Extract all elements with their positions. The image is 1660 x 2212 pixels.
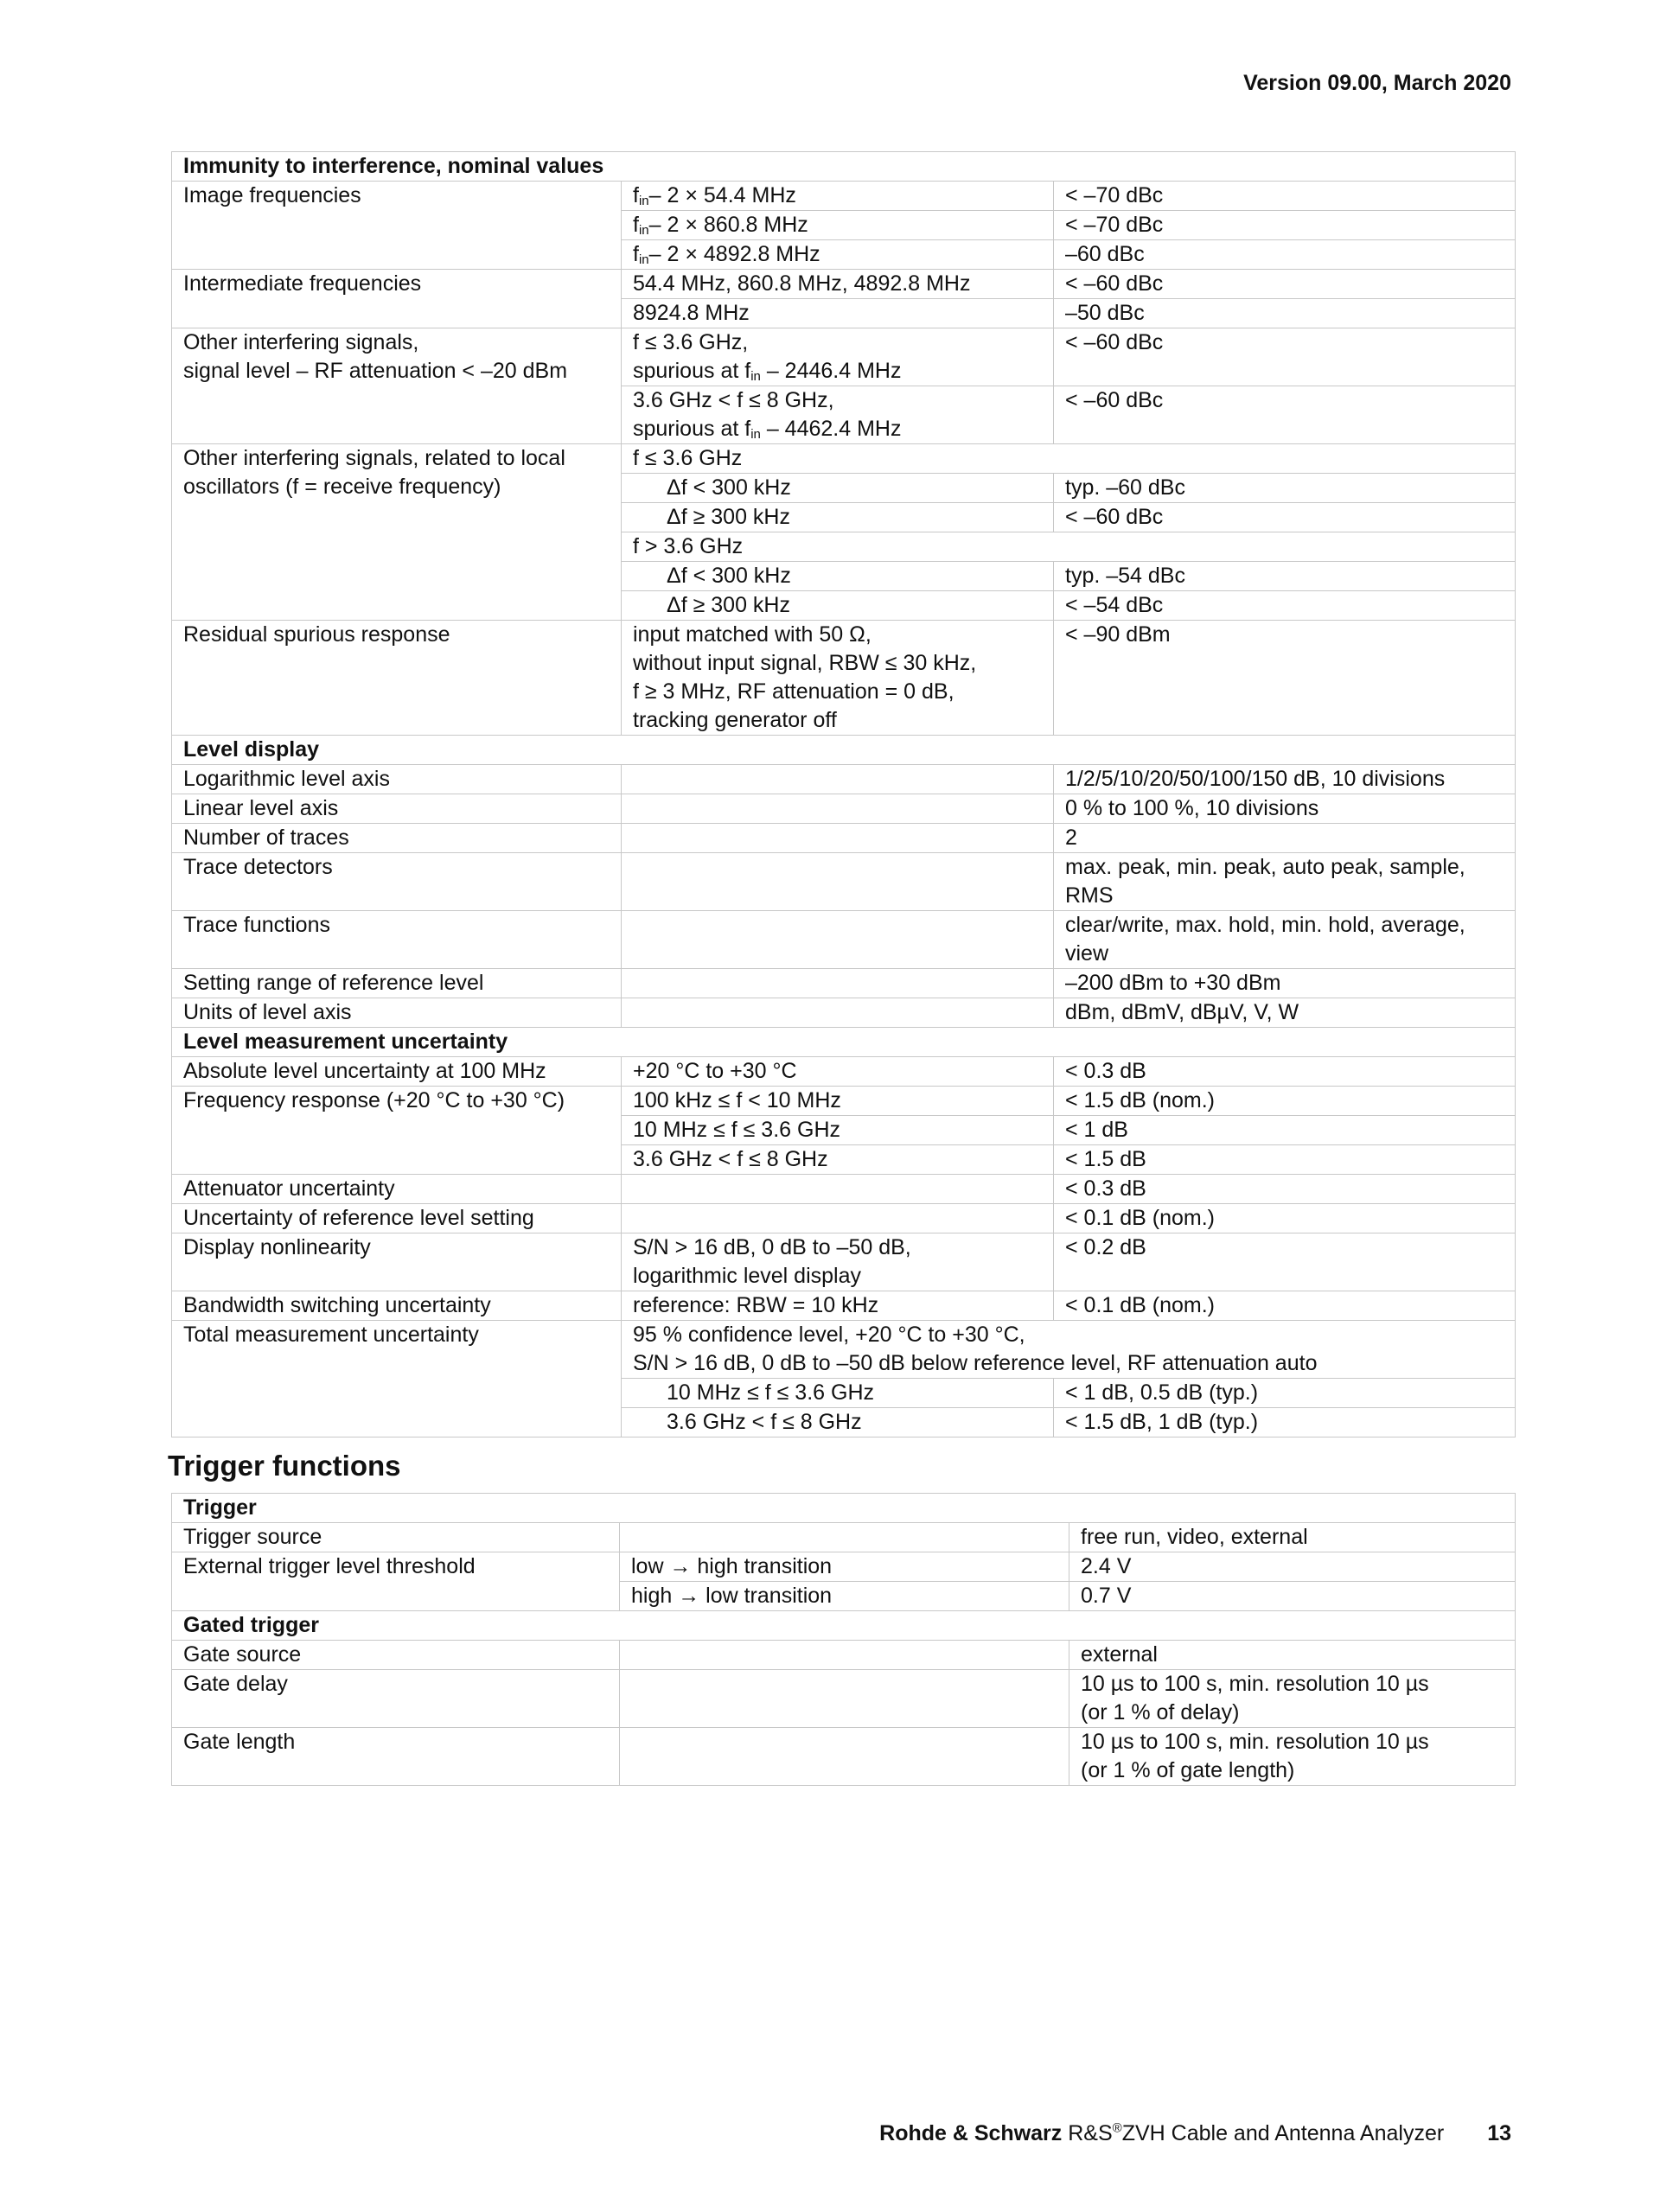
row-label: Attenuator uncertainty: [172, 1175, 622, 1204]
empty-cell: [620, 1728, 1069, 1786]
row-label: Image frequencies: [172, 182, 622, 270]
value-cell: < 1 dB: [1054, 1116, 1516, 1145]
subscript: in: [638, 194, 649, 208]
condition-line: 3.6 GHz < f ≤ 8 GHz,: [633, 388, 834, 412]
row-label: Trace detectors: [172, 853, 622, 911]
value-cell: [1069, 1728, 1516, 1786]
condition-line: tracking generator off: [633, 708, 837, 732]
condition-cell: 3.6 GHz < f ≤ 8 GHz: [622, 1145, 1054, 1175]
value-cell: –200 dBm to +30 dBm: [1054, 969, 1516, 998]
row-label: Linear level axis: [172, 794, 622, 824]
row-label: Intermediate frequencies: [172, 270, 622, 328]
table-row: [172, 1028, 1516, 1057]
condition-line: f ≥ 3 MHz, RF attenuation = 0 dB,: [633, 679, 954, 704]
empty-cell: [622, 853, 1054, 911]
table-row: [172, 1552, 1516, 1582]
table-row: [172, 853, 1516, 911]
footer-product: R&S: [1062, 2121, 1113, 2145]
condition-line: logarithmic level display: [633, 1264, 862, 1288]
empty-cell: [620, 1641, 1069, 1670]
row-label: Number of traces: [172, 824, 622, 853]
condition-text: – 2446.4 MHz: [760, 359, 902, 383]
condition-cell: Δf < 300 kHz: [622, 474, 1054, 503]
footer-brand: Rohde & Schwarz: [879, 2121, 1063, 2145]
subscript: in: [638, 223, 649, 238]
value-cell: [1054, 853, 1516, 911]
value-cell: < 1.5 dB: [1054, 1145, 1516, 1175]
value-cell: < 0.1 dB (nom.): [1054, 1204, 1516, 1233]
value-cell: < 0.2 dB: [1054, 1233, 1516, 1291]
section-heading: Trigger: [172, 1494, 1516, 1523]
value-line: (or 1 % of gate length): [1081, 1758, 1295, 1782]
condition-cell: reference: RBW = 10 kHz: [622, 1291, 1054, 1321]
value-cell: < 1.5 dB (nom.): [1054, 1087, 1516, 1116]
value-line: view: [1065, 941, 1109, 966]
value-cell: typ. –54 dBc: [1054, 562, 1516, 591]
table-row: [172, 1641, 1516, 1670]
empty-cell: [622, 765, 1054, 794]
table-row: [172, 911, 1516, 969]
label-line: oscillators (f = receive frequency): [183, 475, 501, 499]
section-heading: Gated trigger: [172, 1611, 1516, 1641]
row-label: Units of level axis: [172, 998, 622, 1028]
band-cell: f > 3.6 GHz: [622, 532, 1516, 562]
condition-cell: [622, 328, 1054, 386]
condition-line: input matched with 50 Ω,: [633, 622, 872, 647]
condition-text: – 2 × 860.8 MHz: [648, 213, 808, 237]
value-cell: < –60 dBc: [1054, 386, 1516, 444]
table-row: [172, 969, 1516, 998]
table-row: [172, 1494, 1516, 1523]
table-row: [172, 1670, 1516, 1728]
value-cell: < –70 dBc: [1054, 211, 1516, 240]
table-row: [172, 794, 1516, 824]
section-heading: Immunity to interference, nominal values: [172, 152, 1516, 182]
table-row: [172, 1728, 1516, 1786]
label-line: signal level – RF attenuation < –20 dBm: [183, 359, 568, 383]
table-row: [172, 824, 1516, 853]
footer-product-name: ZVH Cable and Antenna Analyzer: [1121, 2121, 1445, 2145]
condition-cell: 10 MHz ≤ f ≤ 3.6 GHz: [622, 1116, 1054, 1145]
row-label: Total measurement uncertainty: [172, 1321, 622, 1437]
condition-cell: [622, 621, 1054, 736]
condition-line: [633, 357, 1042, 386]
condition-text: – 2 × 54.4 MHz: [648, 183, 796, 207]
value-cell: 2: [1054, 824, 1516, 853]
empty-cell: [622, 794, 1054, 824]
table-row: [172, 182, 1516, 211]
row-label: Residual spurious response: [172, 621, 622, 736]
empty-cell: [620, 1670, 1069, 1728]
value-cell: < –60 dBc: [1054, 270, 1516, 299]
band-cell: f ≤ 3.6 GHz: [622, 444, 1516, 474]
value-cell: 0.7 V: [1069, 1582, 1516, 1611]
condition-cell: 54.4 MHz, 860.8 MHz, 4892.8 MHz: [622, 270, 1054, 299]
row-label: Logarithmic level axis: [172, 765, 622, 794]
label-line: Other interfering signals, related to local: [183, 446, 565, 470]
row-label: External trigger level threshold: [172, 1552, 620, 1611]
table-row: [172, 444, 1516, 474]
condition-cell: 3.6 GHz < f ≤ 8 GHz: [622, 1408, 1054, 1437]
table-row: [172, 270, 1516, 299]
empty-cell: [622, 1204, 1054, 1233]
value-line: 10 µs to 100 s, min. resolution 10 µs: [1081, 1730, 1429, 1754]
value-line: (or 1 % of delay): [1081, 1700, 1240, 1724]
value-cell: 1/2/5/10/20/50/100/150 dB, 10 divisions: [1054, 765, 1516, 794]
row-label: Gate delay: [172, 1670, 620, 1728]
condition-text: spurious at f: [633, 359, 751, 383]
value-cell: typ. –60 dBc: [1054, 474, 1516, 503]
label-line: Other interfering signals,: [183, 330, 419, 354]
row-label: Frequency response (+20 °C to +30 °C): [172, 1087, 622, 1175]
value-cell: < 0.1 dB (nom.): [1054, 1291, 1516, 1321]
value-cell: dBm, dBmV, dBµV, V, W: [1054, 998, 1516, 1028]
row-label: Gate length: [172, 1728, 620, 1786]
condition-text: – 4462.4 MHz: [760, 417, 902, 441]
value-cell: 0 % to 100 %, 10 divisions: [1054, 794, 1516, 824]
empty-cell: [622, 969, 1054, 998]
condition-line: [633, 415, 1042, 443]
condition-cell: 8924.8 MHz: [622, 299, 1054, 328]
value-cell: 2.4 V: [1069, 1552, 1516, 1582]
subscript: in: [750, 427, 761, 442]
condition-cell: low → high transition: [620, 1552, 1069, 1582]
condition-cell: high → low transition: [620, 1582, 1069, 1611]
table-row: [172, 1175, 1516, 1204]
table-row: [172, 736, 1516, 765]
condition-cell: +20 °C to +30 °C: [622, 1057, 1054, 1087]
empty-cell: [622, 998, 1054, 1028]
value-cell: < 0.3 dB: [1054, 1175, 1516, 1204]
value-cell: < –60 dBc: [1054, 328, 1516, 386]
condition-cell: 10 MHz ≤ f ≤ 3.6 GHz: [622, 1379, 1054, 1408]
condition-line: f ≤ 3.6 GHz,: [633, 330, 749, 354]
value-cell: < 1 dB, 0.5 dB (typ.): [1054, 1379, 1516, 1408]
value-line: RMS: [1065, 883, 1114, 908]
condition-cell: $f_{in}-$ 2 × 54.4 MHz: [622, 182, 1054, 211]
value-cell: –50 dBc: [1054, 299, 1516, 328]
value-cell: [1069, 1670, 1516, 1728]
table-row: [172, 1291, 1516, 1321]
condition-cell: Δf ≥ 300 kHz: [622, 503, 1054, 532]
table-row: [172, 1523, 1516, 1552]
table-row: [172, 1233, 1516, 1291]
condition-line: S/N > 16 dB, 0 dB to –50 dB below reference level, RF attenuation auto: [633, 1351, 1318, 1375]
row-label: Display nonlinearity: [172, 1233, 622, 1291]
version-header: Version 09.00, March 2020: [1243, 71, 1511, 95]
value-cell: –60 dBc: [1054, 240, 1516, 270]
registered-mark: ®: [1112, 2120, 1122, 2136]
section-heading: Level measurement uncertainty: [172, 1028, 1516, 1057]
table-row: [172, 1611, 1516, 1641]
condition-line: S/N > 16 dB, 0 dB to –50 dB,: [633, 1235, 911, 1259]
page-footer: [879, 2121, 1511, 2146]
table-row: [172, 998, 1516, 1028]
value-line: max. peak, min. peak, auto peak, sample,: [1065, 855, 1465, 879]
value-cell: < –60 dBc: [1054, 503, 1516, 532]
condition-text: – 2 × 4892.8 MHz: [648, 242, 820, 266]
row-label: Uncertainty of reference level setting: [172, 1204, 622, 1233]
page-number: 13: [1487, 2121, 1511, 2145]
value-cell: [1054, 911, 1516, 969]
table-row: [172, 621, 1516, 736]
subscript: in: [750, 369, 761, 384]
row-label: Setting range of reference level: [172, 969, 622, 998]
row-label: [172, 444, 622, 621]
value-cell: < 0.3 dB: [1054, 1057, 1516, 1087]
value-line: 10 µs to 100 s, min. resolution 10 µs: [1081, 1672, 1429, 1696]
section-title: Trigger functions: [168, 1450, 401, 1482]
table-row: [172, 1057, 1516, 1087]
trigger-table: [171, 1493, 1516, 1786]
value-cell: < –70 dBc: [1054, 182, 1516, 211]
value-cell: < 1.5 dB, 1 dB (typ.): [1054, 1408, 1516, 1437]
row-label: Bandwidth switching uncertainty: [172, 1291, 622, 1321]
condition-cell: 100 kHz ≤ f < 10 MHz: [622, 1087, 1054, 1116]
row-label: Trigger source: [172, 1523, 620, 1552]
condition-cell: Δf < 300 kHz: [622, 562, 1054, 591]
value-cell: free run, video, external: [1069, 1523, 1516, 1552]
empty-cell: [620, 1523, 1069, 1552]
value-cell: < –90 dBm: [1054, 621, 1516, 736]
empty-cell: [622, 1175, 1054, 1204]
value-cell: external: [1069, 1641, 1516, 1670]
subscript: in: [638, 252, 649, 267]
row-label: Absolute level uncertainty at 100 MHz: [172, 1057, 622, 1087]
row-label: Gate source: [172, 1641, 620, 1670]
condition-text: spurious at f: [633, 417, 751, 441]
table-row: [172, 1204, 1516, 1233]
immunity-level-table: [171, 151, 1516, 1437]
condition-line: 95 % confidence level, +20 °C to +30 °C,: [633, 1323, 1025, 1347]
condition-cell: $f_{in}-$ 2 × 4892.8 MHz: [622, 240, 1054, 270]
condition-cell: [622, 1321, 1516, 1379]
condition-line: without input signal, RBW ≤ 30 kHz,: [633, 651, 977, 675]
table-row: [172, 765, 1516, 794]
table-row: [172, 1321, 1516, 1379]
table-row: [172, 152, 1516, 182]
empty-cell: [622, 911, 1054, 969]
table-row: [172, 328, 1516, 386]
table-row: [172, 1087, 1516, 1116]
empty-cell: [622, 824, 1054, 853]
value-line: clear/write, max. hold, min. hold, average,: [1065, 913, 1465, 937]
condition-cell: $f_{in}-$ 2 × 860.8 MHz: [622, 211, 1054, 240]
condition-cell: Δf ≥ 300 kHz: [622, 591, 1054, 621]
section-heading: Level display: [172, 736, 1516, 765]
row-label: Trace functions: [172, 911, 622, 969]
condition-cell: [622, 1233, 1054, 1291]
row-label: [172, 328, 622, 444]
value-cell: < –54 dBc: [1054, 591, 1516, 621]
condition-cell: [622, 386, 1054, 444]
